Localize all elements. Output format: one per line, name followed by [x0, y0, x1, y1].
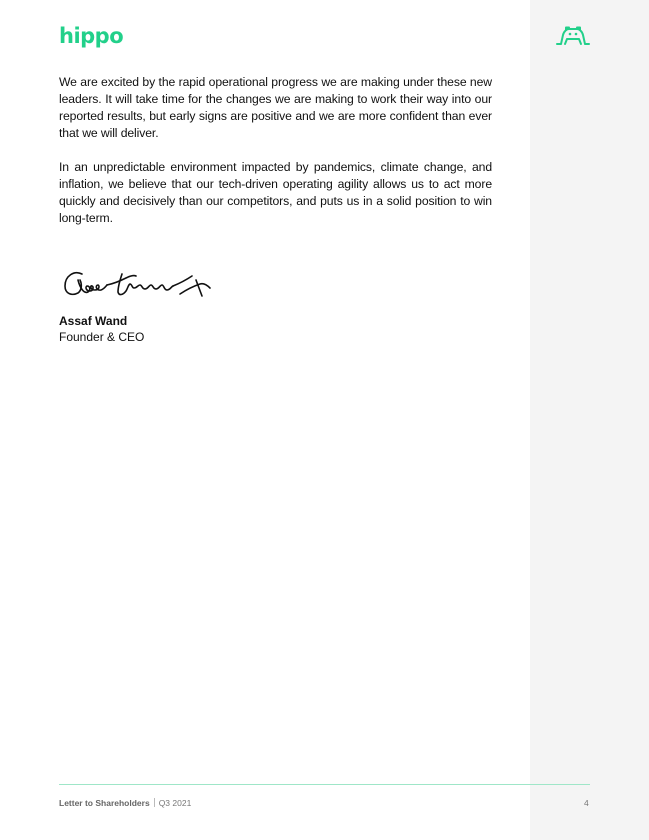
footer-separator [154, 798, 155, 807]
letter-paragraph: We are excited by the rapid operational progress we are making under these new leaders. It will take time for the changes we are making to work their way into our reported results, but early signs are positive and we are more confident than ever that we will deliver. [59, 75, 492, 140]
hippo-icon [555, 26, 591, 46]
letter-paragraph: In an unpredictable environment impacted by pandemics, climate change, and inflation, we believe that our tech-driven operating agility allows us to act more quickly and decisively than our competitors, and puts us in a solid position to win long-term. [59, 160, 492, 225]
footer-period: Q3 2021 [158, 798, 192, 808]
side-panel [530, 0, 649, 840]
letter-body [59, 74, 492, 244]
signer-title: Founder & CEO [59, 330, 145, 344]
page-number: 4 [584, 798, 589, 808]
footer-document-title: Letter to Shareholders [59, 798, 150, 808]
hippo-logo: hippo [59, 24, 124, 48]
footer-divider [59, 784, 590, 785]
signature-image [60, 266, 220, 308]
signer-name: Assaf Wand [59, 314, 128, 328]
footer-document-info [59, 798, 191, 808]
